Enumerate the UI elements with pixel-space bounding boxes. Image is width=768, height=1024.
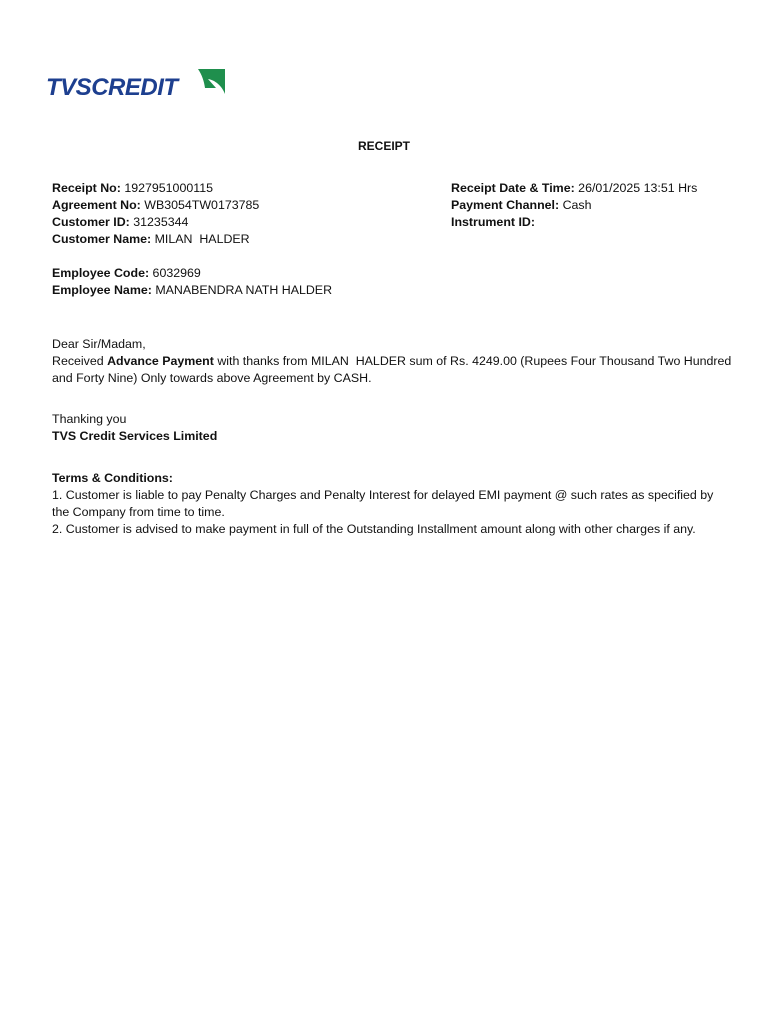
terms-heading: Terms & Conditions: [52, 471, 173, 485]
company-name: TVS Credit Services Limited [52, 429, 218, 443]
letter-body: Received Advance Payment with thanks from MILAN HALDER sum of Rs. 4249.00 (Rupees Four Thousand Two Hundred and Forty Nine) Only towards above Agreement by CASH. [52, 354, 735, 385]
agreement-no-row: Agreement No: WB3054TW0173785 [52, 198, 260, 212]
receipt-no-value: 1927951000115 [124, 181, 213, 195]
customer-name-value: MILAN HALDER [154, 232, 250, 246]
date-time-value: 26/01/2025 13:51 Hrs [578, 181, 698, 195]
payment-type: Advance Payment [107, 354, 214, 368]
employee-name-value: MANABENDRA NATH HALDER [155, 283, 333, 297]
customer-id-value: 31235344 [133, 215, 189, 229]
tvs-credit-logo [46, 68, 228, 102]
employee-code-value: 6032969 [152, 266, 201, 280]
agreement-no-value: WB3054TW0173785 [144, 198, 260, 212]
logo-brand-tvs: TVS [46, 74, 92, 101]
receipt-letter [52, 336, 735, 387]
receipt-no-row: Receipt No: 1927951000115 [52, 181, 213, 195]
logo-brand-credit: CREDIT [91, 74, 178, 101]
instrument-id-row: Instrument ID: [451, 215, 535, 229]
customer-name-row: Customer Name: MILAN HALDER [52, 232, 250, 246]
terms-item-2: 2. Customer is advised to make payment in full of the Outstanding Installment amount along with other charges if any. [52, 522, 696, 536]
customer-id-row: Customer ID: 31235344 [52, 215, 189, 229]
employee-code-row: Employee Code: 6032969 [52, 266, 201, 280]
letter-body-text: with thanks from MILAN HALDER sum of Rs. 4249.00 (Rupees Four Thousand Two Hundred and Forty Nine) Only towards above Agreement by CASH. [52, 354, 735, 385]
date-time-row: Receipt Date & Time: 26/01/2025 13:51 Hrs [451, 181, 698, 195]
closing [52, 411, 217, 445]
page-title: RECEIPT [357, 139, 410, 153]
salutation: Dear Sir/Madam, [52, 337, 146, 351]
closing-thanks: Thanking you [52, 412, 127, 426]
logo-mark-icon [196, 68, 226, 98]
payment-channel-row: Payment Channel: Cash [451, 198, 592, 212]
terms-and-conditions [52, 470, 727, 538]
receipt-details-left [52, 180, 259, 248]
terms-item-1: 1. Customer is liable to pay Penalty Charges and Penalty Interest for delayed EMI payment @ such rates as specified by the Company from time to time. [52, 488, 714, 519]
receipt-details-right [451, 180, 697, 231]
employee-name-row: Employee Name: MANABENDRA NATH HALDER [52, 283, 333, 297]
employee-details [52, 265, 332, 299]
payment-channel-value: Cash [562, 198, 592, 212]
